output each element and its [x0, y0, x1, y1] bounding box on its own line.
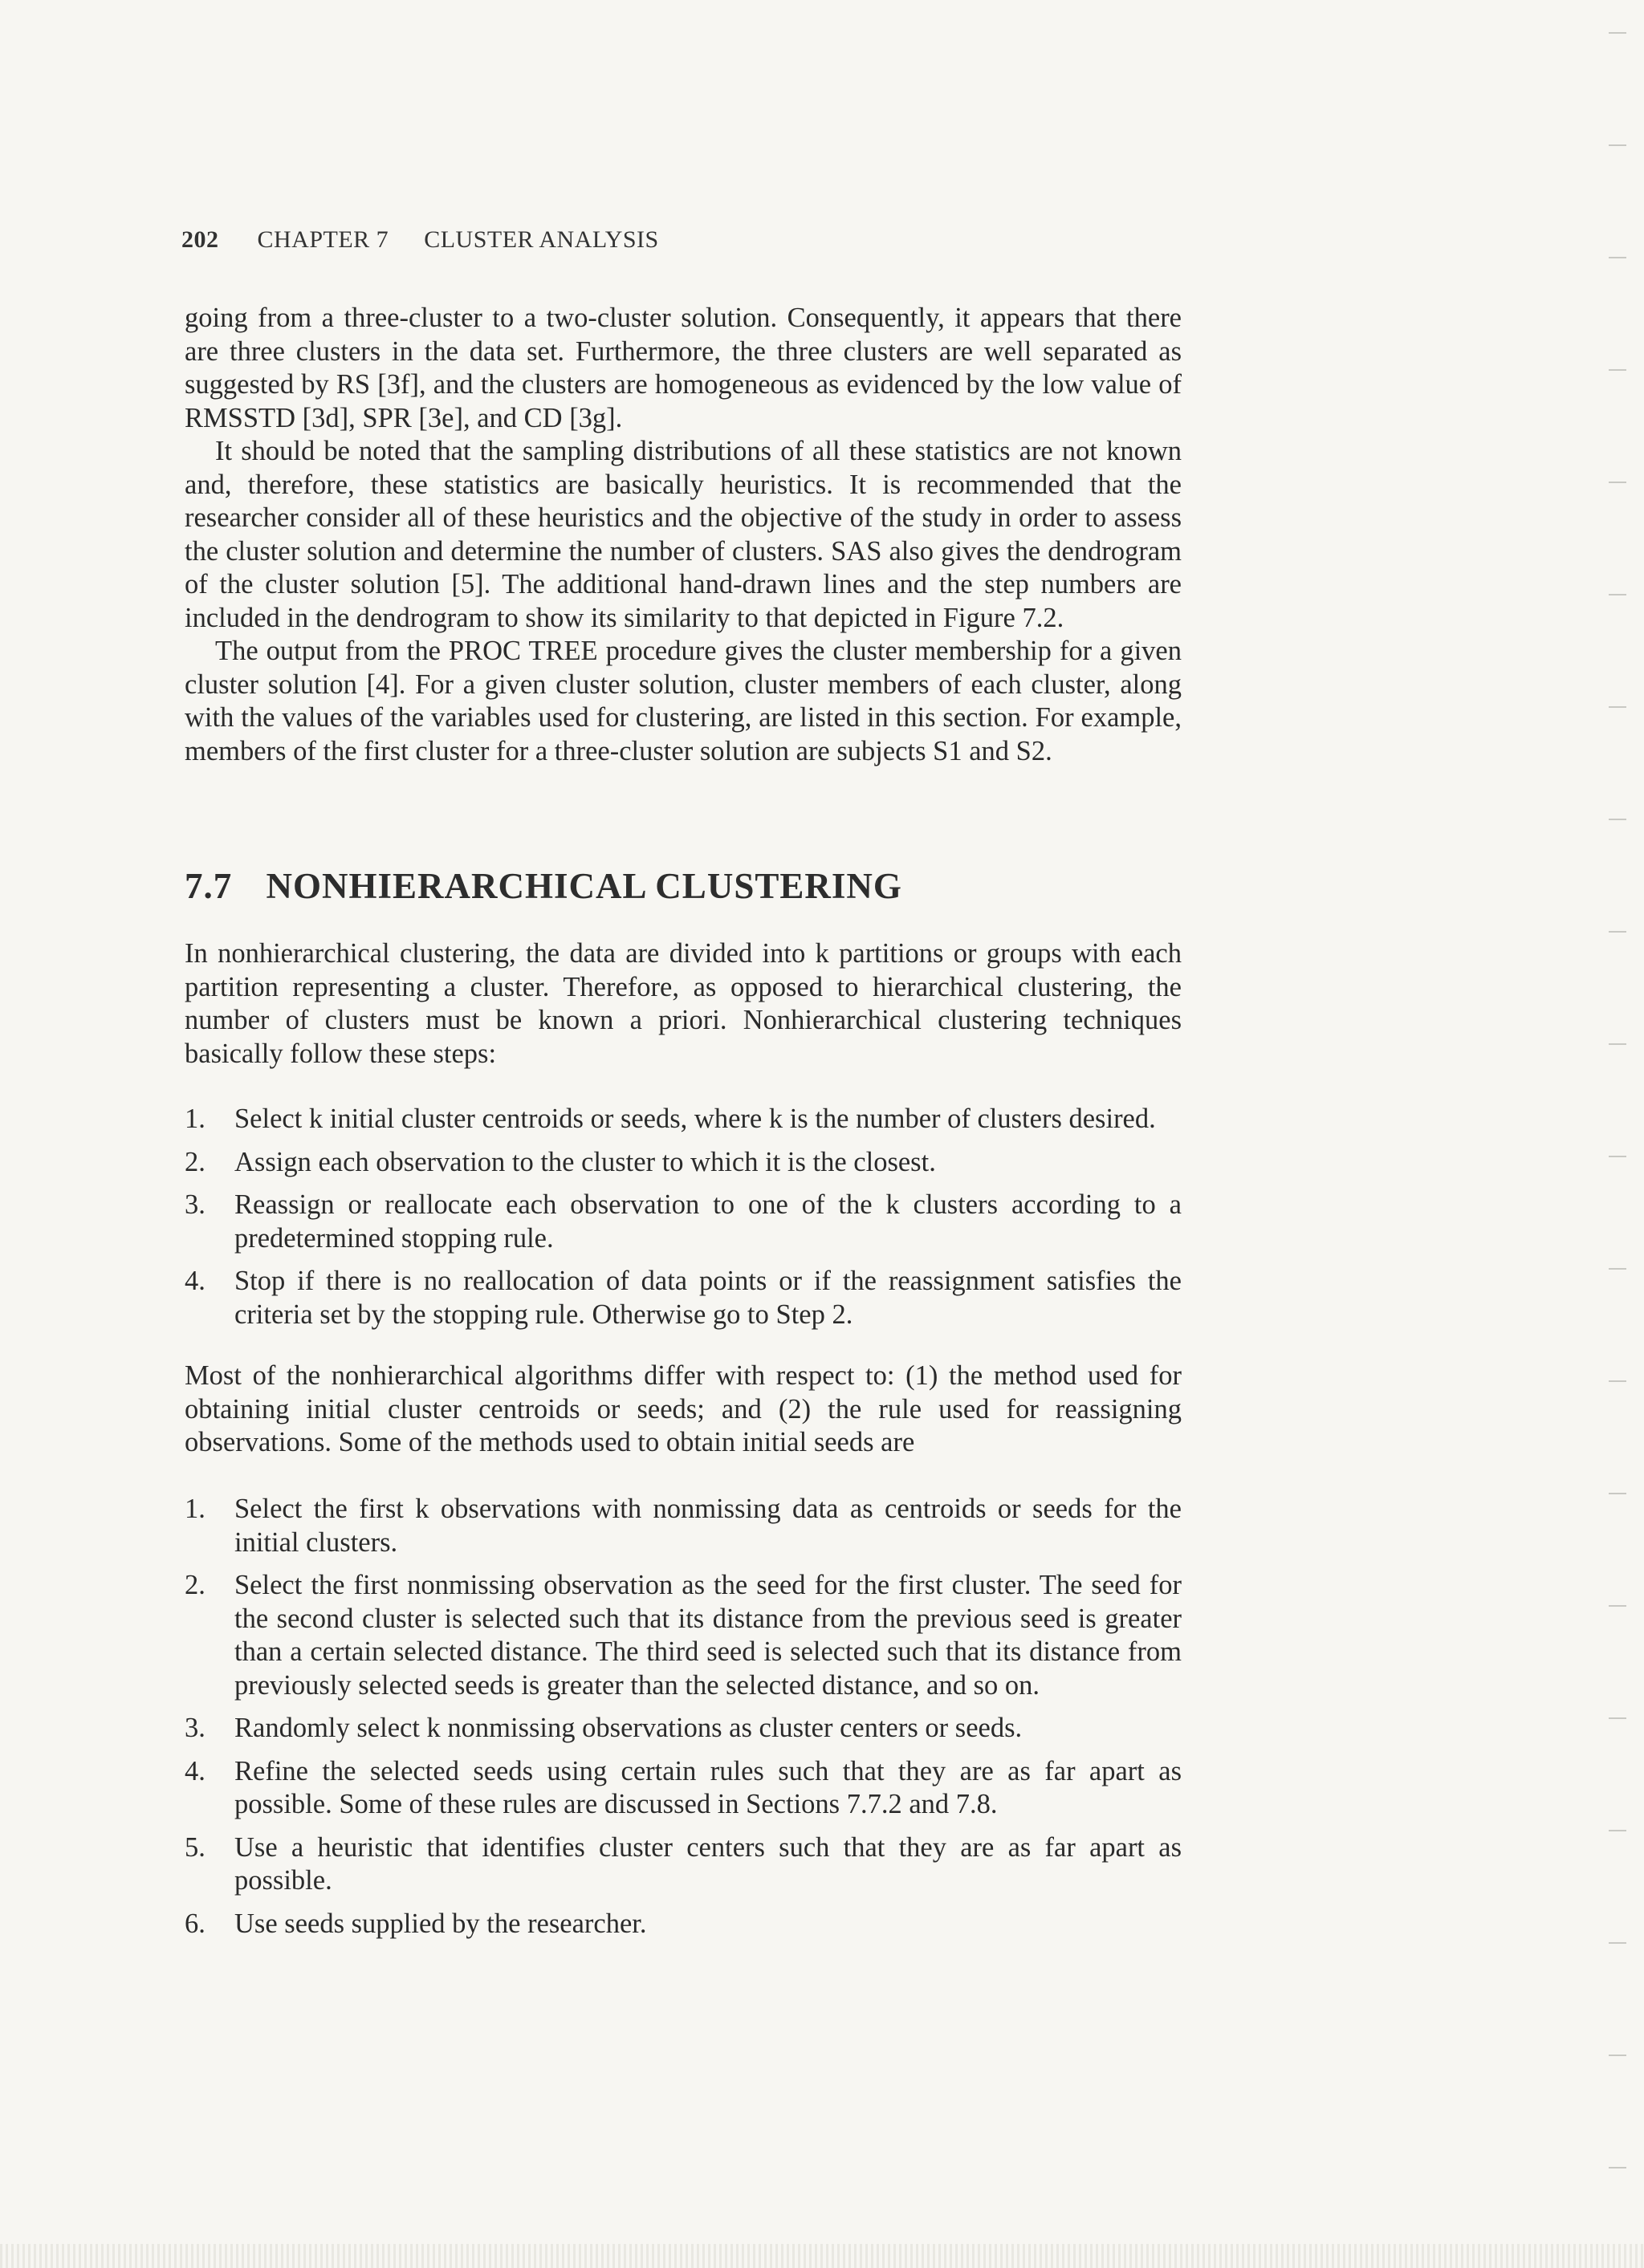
steps-list	[185, 1103, 1182, 1341]
list-item: 4. Refine the selected seeds using certain rules such that they are as far apart as possible. Some of these rules are discussed in Sections 7.7.2 and 7.8.	[185, 1755, 1182, 1819]
scan-edge	[0, 2244, 1644, 2268]
paragraph: In nonhierarchical clustering, the data are divided into k partitions or groups with each partition representing a cluster. Therefore, as opposed to hierarchical clustering, the number of clusters must be known a priori. Nonhierarchical clustering techniques basically follow these steps:	[185, 938, 1182, 1069]
page-number: 202	[181, 226, 219, 253]
chapter-title: CLUSTER ANALYSIS	[424, 226, 659, 253]
list-item: 1. Select the first k observations with nonmissing data as centroids or seeds for the initial clusters.	[185, 1494, 1182, 1558]
paragraph: going from a three-cluster to a two-cluster solution. Consequently, it appears that there are three clusters in the data set. Furthermore, the three clusters are well separated as suggested by RS [3f], and the clusters are homogeneous as evidenced by the low value of RMSSTD [3d], SPR [3e], and CD [3g].	[185, 303, 1182, 433]
list-item: 1. Select k initial cluster centroids or seeds, where k is the number of clusters desired.	[185, 1104, 1156, 1134]
list-item: 2. Select the first nonmissing observation as the seed for the first cluster. The seed for the second cluster is selected such that its distance from the previous seed is greater than a certain selected distance. The third seed is selected such that its distance from previously selected seeds is greater than the selected distance, and so on.	[185, 1570, 1182, 1701]
paragraph: Most of the nonhierarchical algorithms differ with respect to: (1) the method used for obtaining initial cluster centroids or seeds; and (2) the rule used for reassigning observations. Some of the methods used to obtain initial seeds are	[185, 1360, 1182, 1457]
opening-text	[185, 302, 1182, 768]
chapter-label: CHAPTER 7	[257, 226, 389, 253]
section-middle	[185, 1360, 1182, 1460]
list-item: 6. Use seeds supplied by the researcher.	[185, 1908, 647, 1939]
paragraph: The output from the PROC TREE procedure gives the cluster membership for a given cluster solution [4]. For a given cluster solution, cluster members of each cluster, along with the values of the variables used for clustering, are listed in this section. For example, members of the first cluster for a three-cluster solution are subjects S1 and S2.	[185, 636, 1182, 766]
margin-marks	[1580, 0, 1644, 2268]
list-item: 3. Randomly select k nonmissing observations as cluster centers or seeds.	[185, 1713, 1023, 1743]
list-item: 5. Use a heuristic that identifies cluster centers such that they are as far apart as possible.	[185, 1831, 1182, 1896]
section-heading	[185, 865, 902, 907]
list-item: 2. Assign each observation to the cluster to which it is the closest.	[185, 1146, 936, 1177]
section-number: 7.7	[185, 866, 233, 906]
section-intro	[185, 937, 1182, 1071]
methods-list	[185, 1493, 1182, 1950]
list-item: 3. Reassign or reallocate each observation to one of the k clusters according to a predetermined stopping rule.	[185, 1189, 1182, 1254]
running-header	[181, 226, 659, 254]
paragraph: It should be noted that the sampling distributions of all these statistics are not known and, therefore, these statistics are basically heuristics. It is recommended that the researcher consider all of these heuristics and the objective of the study in order to assess the cluster solution and determine the number of clusters. SAS also gives the dendrogram of the cluster solution [5]. The additional hand-drawn lines and the step numbers are included in the dendrogram to show its similarity to that depicted in Figure 7.2.	[185, 436, 1182, 633]
section-title: NONHIERARCHICAL CLUSTERING	[266, 866, 902, 906]
list-item: 4. Stop if there is no reallocation of data points or if the reassignment satisfies the criteria set by the stopping rule. Otherwise go to Step 2.	[185, 1266, 1182, 1330]
